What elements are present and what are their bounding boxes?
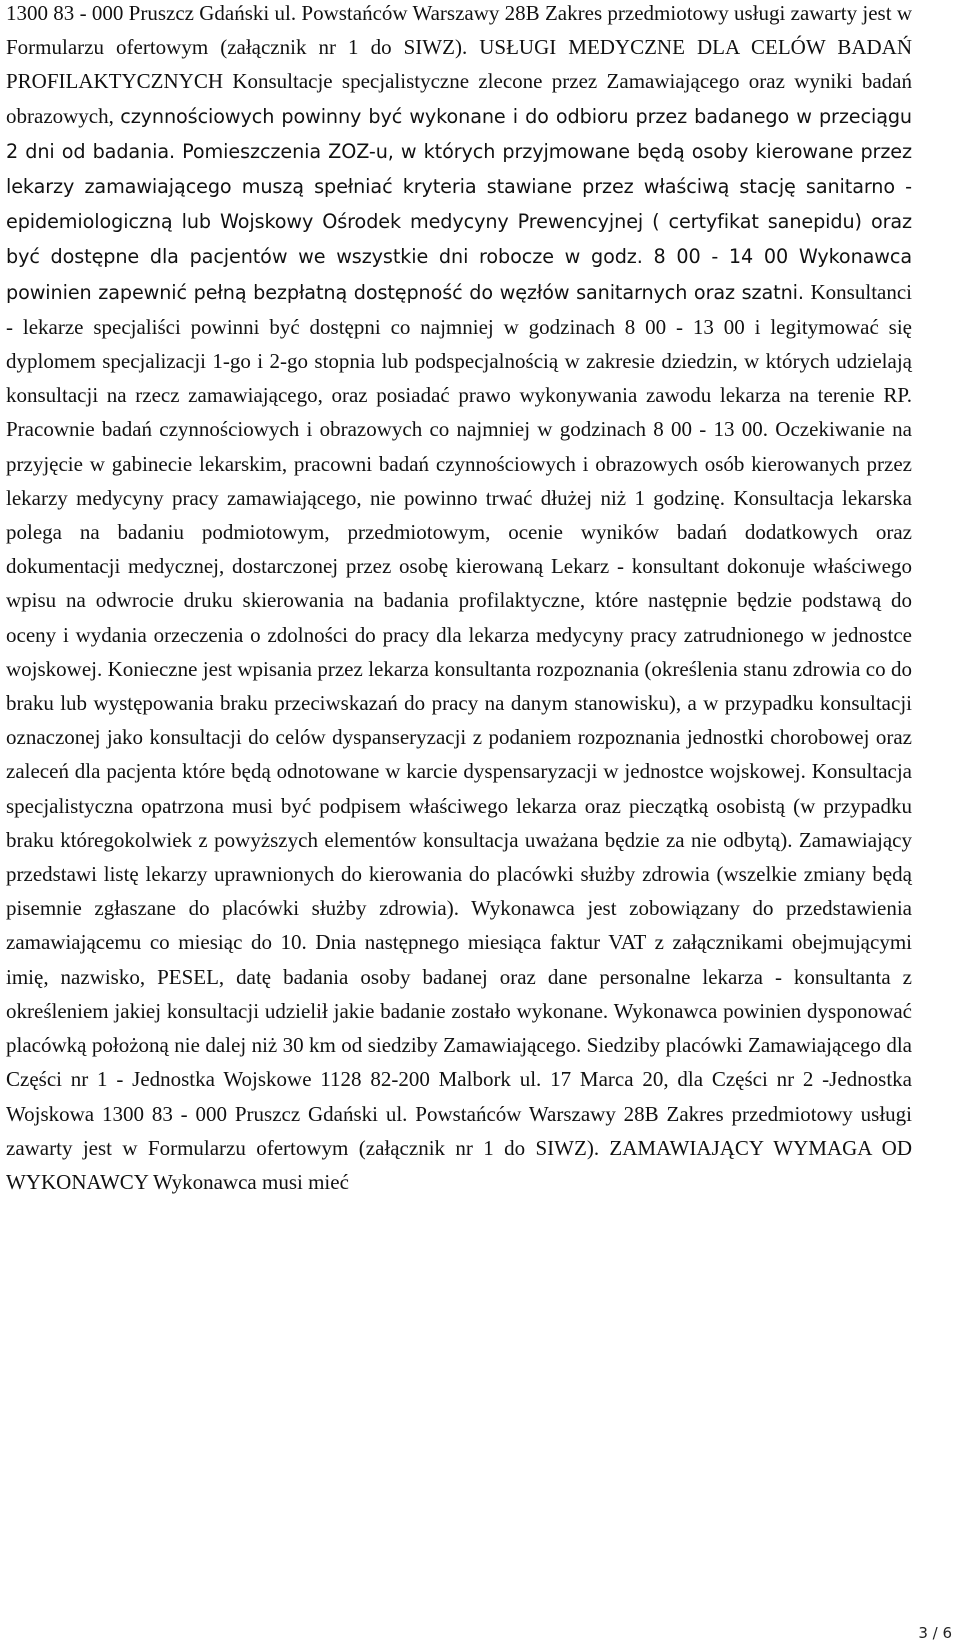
page-number: 3 / 6 — [918, 1624, 952, 1642]
text-segment-3: Konsultanci - lekarze specjaliści powinni być dostępni co najmniej w godzinach 8 00 - 13 00 i legitymować się dyplomem specjalizacji 1-go i 2-go stopnia lub podspecjalnością w zakresie dziedzin, w których udzielają konsultacji na rzecz zamawiającego, oraz posiadać prawo wykonywania zawodu lekarza na terenie RP. Pracownie badań czynnościowych i obrazowych co najmniej w godzinach 8 00 - 13 00. Oczekiwanie na przyjęcie w gabinecie lekarskim, pracowni badań czynnościowych i obrazowych osób kierowanych przez lekarzy medycyny pracy zamawiającego, nie powinno trwać dłużej niż 1 godzinę. Konsultacja lekarska polega na badaniu podmiotowym, przedmiotowym, ocenie wyników badań dodatkowych oraz dokumentacji medycznej, dostarczonej przez osobę kierowaną Lekarz - konsultant dokonuje właściwego wpisu na odwrocie druku skierowania na badania profilaktyczne, które następnie będzie podstawą do oceny i wydania orzeczenia o zdolności do pracy dla lekarza medycyny pracy zatrudnionego w jednostce wojskowej. Konieczne jest wpisania przez lekarza konsultanta rozpoznania (określenia stanu zdrowia co do braku lub występowania braku przeciwskazań do pracy na danym stanowisku), a w przypadku konsultacji oznaczonej jako konsultacji do celów dyspanseryzacji z podaniem rozpoznania jednostki chorobowej oraz zaleceń dla pacjenta które będą odnotowane w karcie dyspensaryzacji w jednostce wojskowej. Konsultacja specjalistyczna opatrzona musi być podpisem właściwego lekarza oraz pieczątką osobistą (w przypadku braku któregokolwiek z powyższych elementów konsultacja uważana będzie za nie odbytą). Zamawiający przedstawi listę lekarzy uprawnionych do kierowania do placówki służby zdrowia (wszelkie zmiany będą pisemnie zgłaszane do placówki służby zdrowia). Wykonawca jest zobowiązany do przedstawienia zamawiającemu co miesiąc do 10. Dnia następnego miesiąca faktur VAT z załącznikami obejmującymi imię, nazwisko, PESEL, datę badania osoby badanej oraz dane personalne lekarza - konsultanta z określeniem jakiej konsultacji udzielił jakie badanie zostało wykonane. Wykonawca powinien dysponować placówką położoną nie dalej niż 30 km od siedziby Zamawiającego. Siedziby placówki Zamawiającego dla Części nr 1 - Jednostka Wojskowe 1128 82-200 Malbork ul. 17 Marca 20, dla Części nr 2 -Jednostka Wojskowa 1300 83 - 000 Pruszcz Gdański ul. Powstańców Warszawy 28B Zakres przedmiotowy usługi zawarty jest w Formularzu ofertowym (załącznik nr 1 do SIWZ). ZAMAWIAJĄCY WYMAGA OD WYKONAWCY Wykonawca musi mieć — [6, 279, 912, 1194]
body-paragraph — [6, 0, 912, 1199]
text-segment-2: czynnościowych powinny być wykonane i do odbioru przez badanego w przeciągu 2 dni od badania. Pomieszczenia ZOZ-u, w których przyjmowane będą osoby kierowane przez lekarzy zamawiającego muszą spełniać kryteria stawiane przez właściwą stację sanitarno - epidemiologiczną lub Wojskowy Ośrodek medycyny Prewencyjnej ( certyfikat sanepidu) oraz być dostępne dla pacjentów we wszystkie dni robocze w godz. 8 00 - 14 00 Wykonawca powinien zapewnić pełną bezpłatną dostępność do węzłów sanitarnych oraz szatni. — [6, 104, 912, 304]
text-segment-1: 1300 83 - 000 Pruszcz Gdański ul. Powstańców Warszawy 28B Zakres przedmiotowy usługi zawarty jest w Formularzu ofertowym (załącznik nr 1 do SIWZ). USŁUGI MEDYCZNE DLA CELÓW BADAŃ PROFILAKTYCZNYCH Konsultacje specjalistyczne zlecone przez Zamawiającego oraz wyniki badań obrazowych, — [6, 1, 912, 128]
